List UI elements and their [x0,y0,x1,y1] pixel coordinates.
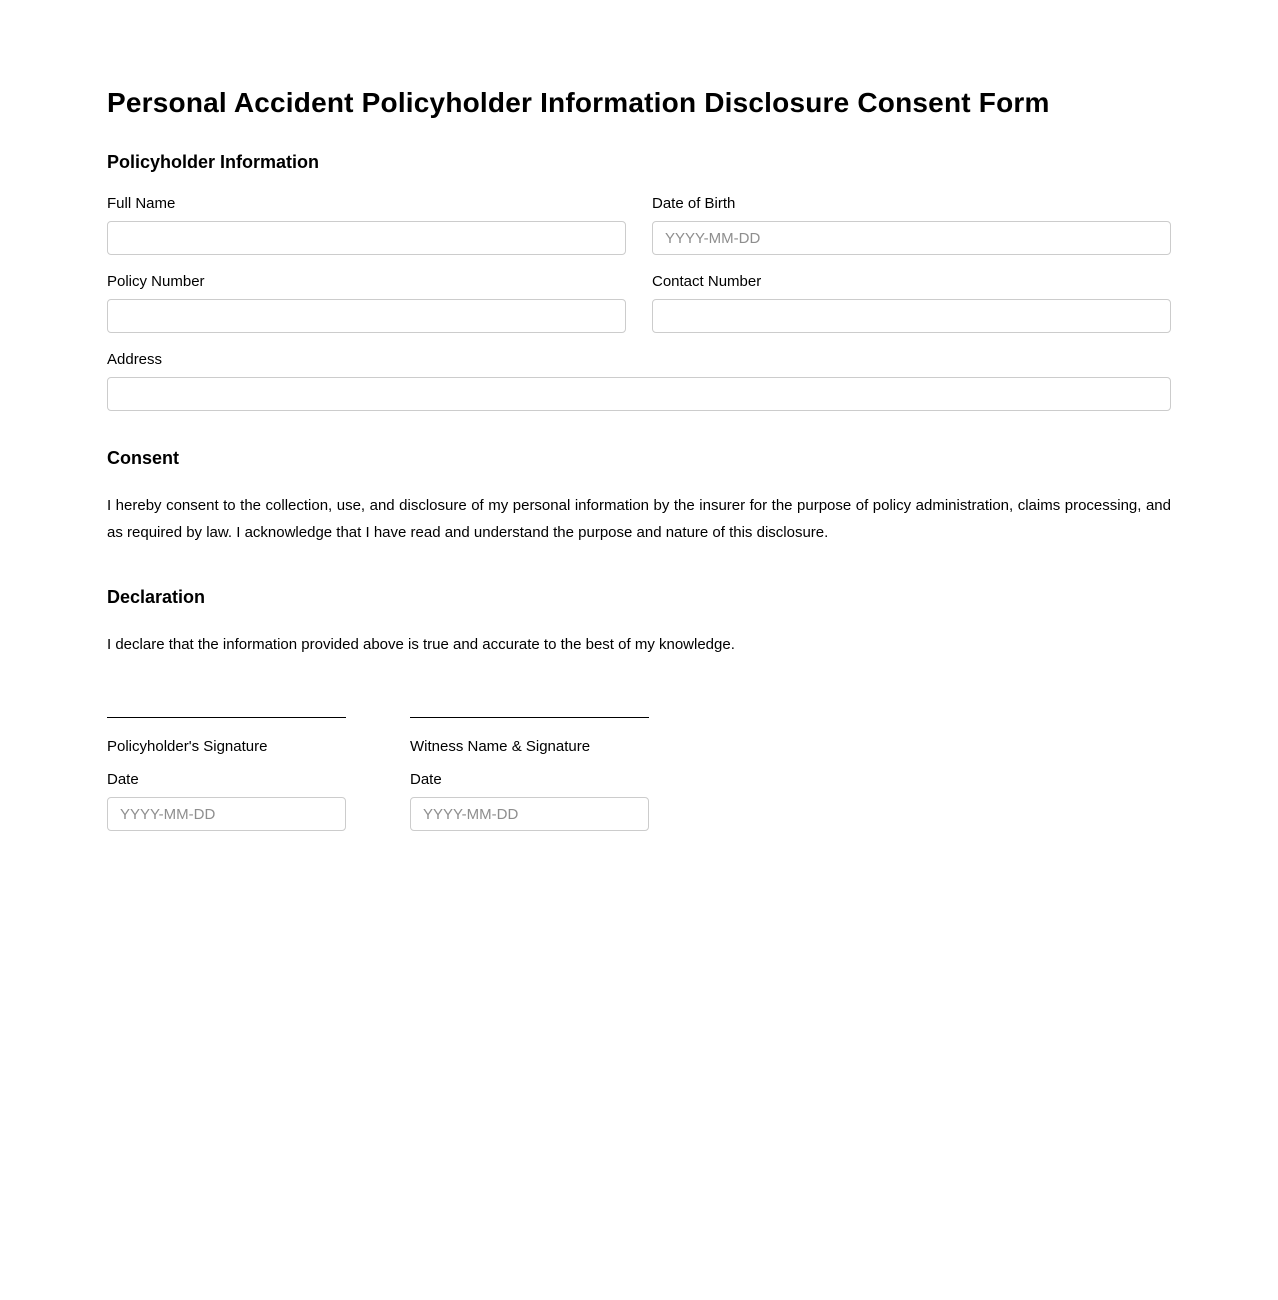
consent-heading: Consent [107,448,179,468]
field-contact-number [652,274,1171,333]
witness-signature-block [410,717,649,831]
section-consent [107,448,1171,546]
address-input[interactable] [107,377,1171,411]
field-policy-number [107,274,626,333]
field-full-name [107,196,626,255]
declaration-text: I declare that the information provided above is true and accurate to the best of my knowledge. [107,636,735,653]
signature-row [107,717,1171,831]
contact-number-label: Contact Number [652,273,762,290]
form-page [107,0,1171,831]
section-declaration [107,587,1171,658]
policyholder-signature-block [107,717,346,831]
address-label: Address [107,351,163,368]
contact-number-input[interactable] [652,299,1171,333]
declaration-heading: Declaration [107,587,206,607]
field-date-of-birth [652,196,1171,255]
policyholder-signature-label: Policyholder's Signature [107,738,268,755]
policyholder-information-heading: Policyholder Information [107,152,320,172]
field-address [107,352,1171,411]
witness-signature-line [410,717,649,718]
date-of-birth-label: Date of Birth [652,195,736,212]
policyholder-fields-grid [107,196,1171,411]
policyholder-signature-line [107,717,346,718]
full-name-input[interactable] [107,221,626,255]
policyholder-date-input[interactable] [107,797,346,831]
date-of-birth-input[interactable] [652,221,1171,255]
section-policyholder-information [107,152,1171,411]
full-name-label: Full Name [107,195,176,212]
witness-signature-label: Witness Name & Signature [410,738,591,755]
witness-date-label: Date [410,771,442,788]
policyholder-date-label: Date [107,771,139,788]
policy-number-input[interactable] [107,299,626,333]
form-title: Personal Accident Policyholder Information Disclosure Consent Form [107,87,1050,118]
consent-text: I hereby consent to the collection, use, and disclosure of my personal information by the insurer for the purpose of policy administration, claims processing, and as required by law. I acknowledge that I have read and understand the purpose and nature of this disclosure. [107,497,1171,541]
witness-date-input[interactable] [410,797,649,831]
policy-number-label: Policy Number [107,273,205,290]
